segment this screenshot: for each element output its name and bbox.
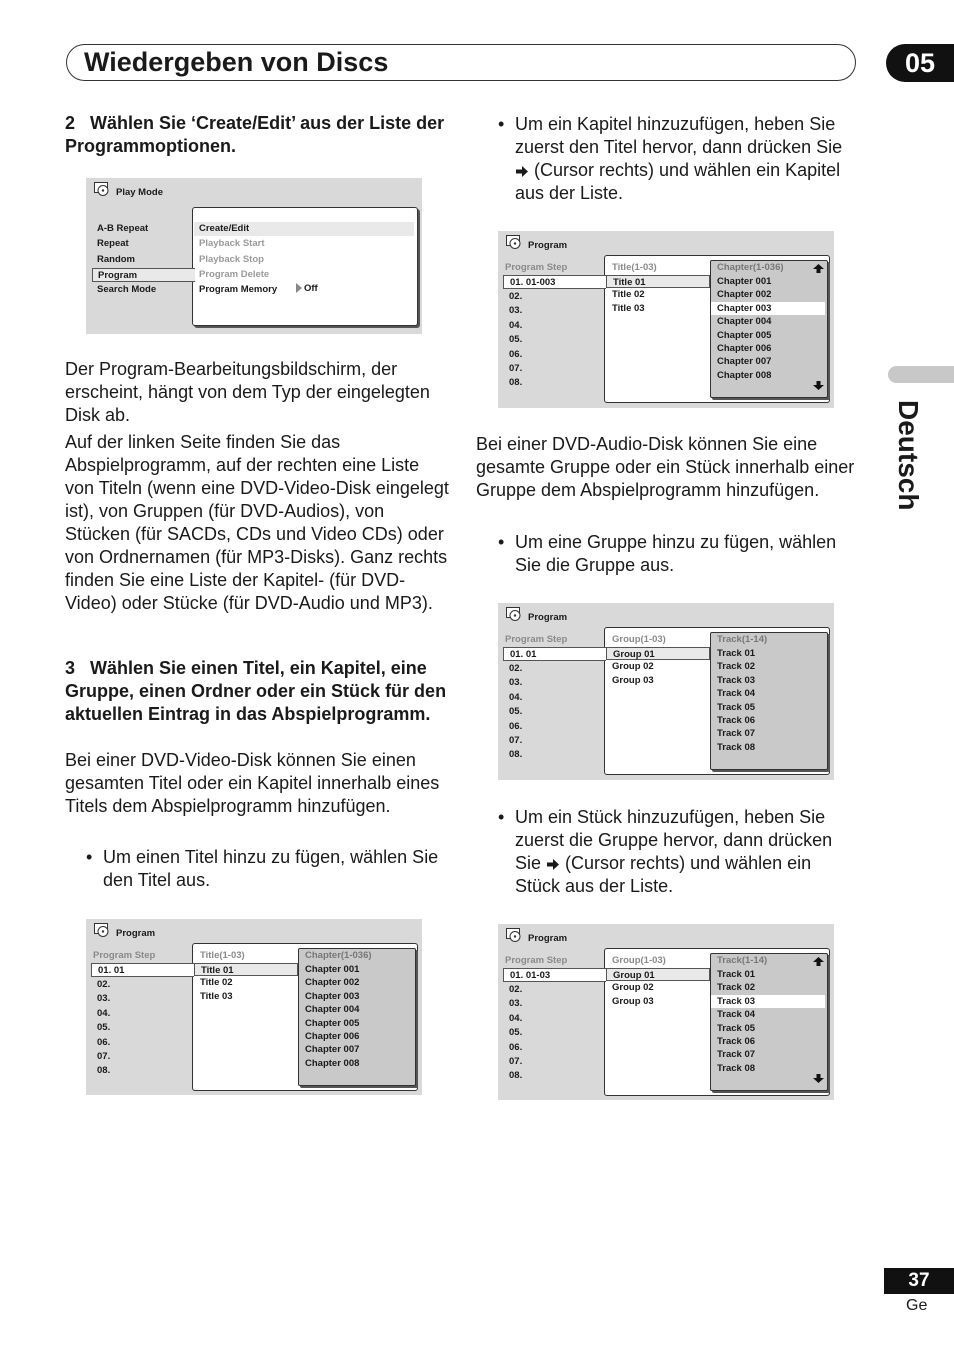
step-row: 07. xyxy=(509,735,523,746)
step-row: 06. xyxy=(97,1036,111,1048)
program-screen-chapters xyxy=(498,231,834,408)
right-row: Track 04 xyxy=(717,1009,756,1021)
right-row: Chapter 007 xyxy=(717,356,772,368)
arrow-right-icon xyxy=(515,165,529,178)
right-row: Track 08 xyxy=(717,741,756,753)
right-row: Track 08 xyxy=(717,1062,756,1074)
right-row: Track 02 xyxy=(717,982,756,994)
middle-row: Title 03 xyxy=(200,990,233,1002)
step-row: 08. xyxy=(509,377,523,389)
right-row: Track 04 xyxy=(717,688,756,700)
right-row: Track 07 xyxy=(717,1049,756,1061)
bullet-2 xyxy=(498,113,860,205)
disc-icon xyxy=(506,235,522,249)
step-row: 02. xyxy=(509,291,523,302)
middle-row: Group 03 xyxy=(612,674,654,686)
step-row: 06. xyxy=(509,348,523,360)
paragraph-2: Auf der linken Seite finden Sie das Abspielprogramm, auf der rechten eine Liste von Titeln (wenn eine DVD-Video-Disk eingelegt ist), von Gruppen (für DVD-Audios), von Stücken (für SACDs, CDs und Video CDs) oder von Ordnernamen (für MP3-Disks). Ganz rechts finden Sie eine Liste der Kapitel- (für DVD-Video) oder Stücke (für DVD-Audio und MP3). xyxy=(65,432,449,613)
middle-row: Title 02 xyxy=(200,977,233,989)
screen-title: Program xyxy=(528,933,568,944)
bullet-2-text-cont: (Cursor rechts) und wählen ein Kapitel aus der Liste. xyxy=(515,160,841,203)
step-row: 02. xyxy=(509,663,523,674)
step-row: 03. xyxy=(509,998,523,1010)
right-row: Chapter 005 xyxy=(717,329,772,341)
step-row: 03. xyxy=(509,305,523,317)
step-row: 05. xyxy=(509,1027,523,1039)
right-row: Chapter 008 xyxy=(305,1057,360,1069)
bullet-3-text: Um eine Gruppe hinzu zu fügen, wählen Sie die Gruppe aus. xyxy=(515,532,837,575)
middle-row: Group 02 xyxy=(612,982,654,994)
step-row: 07. xyxy=(97,1051,111,1062)
page-number: 37 xyxy=(884,1268,954,1294)
bullet-dot: • xyxy=(498,114,505,134)
right-row: Track 02 xyxy=(717,661,756,673)
step-row: 06. xyxy=(509,720,523,732)
middle-row: Title 01 xyxy=(606,275,710,288)
right-row: Chapter 002 xyxy=(305,977,360,989)
right-row: Chapter 001 xyxy=(305,964,360,975)
program-memory-value: Off xyxy=(304,283,318,294)
screen-title: Program xyxy=(528,240,568,251)
right-row: Track 03 xyxy=(717,674,756,686)
page-title: Wiedergeben von Discs xyxy=(84,47,389,77)
menu-item: Program xyxy=(92,268,195,282)
option-item: Program Delete xyxy=(199,268,270,280)
right-row: Track 01 xyxy=(717,969,756,980)
page-language-code: Ge xyxy=(906,1297,928,1314)
step-row: 04. xyxy=(509,1012,523,1024)
bullet-dot: • xyxy=(86,847,93,867)
menu-item: Search Mode xyxy=(97,284,157,296)
step-row: 07. xyxy=(509,363,523,374)
right-row: Chapter 006 xyxy=(305,1031,360,1042)
option-item: Playback Stop xyxy=(199,253,264,265)
disc-icon xyxy=(94,923,110,937)
step-3-heading: 3 Wählen Sie einen Titel, ein Kapitel, eine Gruppe, einen Ordner oder ein Stück für den aktuellen Eintrag in das Abspielprogramm. xyxy=(65,658,447,724)
step-row-1: 01. 01 xyxy=(91,963,194,977)
step-row: 03. xyxy=(509,677,523,689)
menu-item: Repeat xyxy=(97,238,129,250)
bullet-dot: • xyxy=(498,807,505,827)
right-row: Chapter 007 xyxy=(305,1044,360,1056)
bullet-dot: • xyxy=(498,532,505,552)
right-row: Track 06 xyxy=(717,1036,756,1047)
middle-row: Group 01 xyxy=(606,968,710,981)
step-row: 04. xyxy=(509,691,523,703)
program-screen-groups xyxy=(498,603,834,780)
right-row: Chapter 002 xyxy=(717,289,772,301)
chapter-number: 05 xyxy=(886,44,954,82)
right-row: Track 03 xyxy=(711,995,825,1008)
step-row: 02. xyxy=(97,979,111,990)
paragraph-1: Der Program-Bearbeitungsbildschirm, der erscheint, hängt von dem Typ der eingelegten Disk ab. xyxy=(65,359,430,425)
step-2-heading: 2 Wählen Sie ‘Create/Edit’ aus der Liste der Programmoptionen. xyxy=(65,113,445,156)
right-row: Track 05 xyxy=(717,1022,756,1034)
right-row: Chapter 008 xyxy=(717,369,772,381)
language-tab xyxy=(888,366,954,383)
middle-header: Group(1-03) xyxy=(612,634,666,645)
option-item: Playback Start xyxy=(199,238,265,250)
bullet-4-text-cont: (Cursor rechts) und wählen ein Stück aus der Liste. xyxy=(515,853,812,896)
language-label: Deutsch xyxy=(893,400,924,511)
screen-title: Program xyxy=(528,612,568,623)
step-row-1: 01. 01 xyxy=(503,647,606,661)
step-row: 02. xyxy=(509,984,523,995)
right-row: Chapter 003 xyxy=(711,302,825,315)
middle-row: Title 02 xyxy=(612,289,645,301)
bullet-4-text: Um ein Stück hinzuzufügen, heben Sie zuerst die Gruppe hervor, dann drücken Sie xyxy=(515,807,833,873)
option-item: Program Memory xyxy=(199,284,278,296)
step-row: 08. xyxy=(509,749,523,761)
middle-header: Title(1-03) xyxy=(200,950,245,961)
right-row: Chapter 004 xyxy=(305,1004,360,1016)
language-label-wrap xyxy=(872,400,952,511)
middle-row: Group 03 xyxy=(612,995,654,1007)
step-row: 05. xyxy=(97,1022,111,1034)
middle-row: Group 01 xyxy=(606,647,710,660)
step-row: 06. xyxy=(509,1041,523,1053)
disc-icon xyxy=(506,607,522,621)
screen-title: Play Mode xyxy=(116,187,163,198)
step-row: 08. xyxy=(97,1065,111,1077)
step-row: 04. xyxy=(509,319,523,331)
program-screen-tracks xyxy=(498,924,834,1100)
arrow-down-icon xyxy=(813,381,824,390)
screen-title: Program xyxy=(116,928,156,939)
bullet-4 xyxy=(498,806,860,898)
middle-row: Title 03 xyxy=(612,302,645,314)
program-screen-titles xyxy=(86,919,422,1095)
right-row: Chapter 001 xyxy=(717,276,772,287)
right-header: Chapter(1-036) xyxy=(717,262,784,273)
step-header: Program Step xyxy=(93,950,156,961)
play-mode-screen xyxy=(86,178,422,334)
disc-icon xyxy=(506,928,522,942)
bullet-1-text: Um einen Titel hinzu zu fügen, wählen Sie den Titel aus. xyxy=(103,847,439,890)
arrow-up-icon xyxy=(813,957,824,966)
bullet-1 xyxy=(86,846,448,892)
middle-header: Title(1-03) xyxy=(612,262,657,273)
step-header: Program Step xyxy=(505,955,568,966)
step-row: 05. xyxy=(509,334,523,346)
arrow-up-icon xyxy=(813,264,824,273)
menu-item: A-B Repeat xyxy=(97,223,149,234)
step-row: 03. xyxy=(97,993,111,1005)
right-header: Track(1-14) xyxy=(717,634,768,645)
right-row: Chapter 003 xyxy=(305,990,360,1002)
middle-header: Group(1-03) xyxy=(612,955,666,966)
option-item: Create/Edit xyxy=(194,222,414,236)
step-row: 05. xyxy=(509,706,523,718)
arrow-down-icon xyxy=(813,1074,824,1083)
bullet-3 xyxy=(498,531,860,577)
right-row: Track 07 xyxy=(717,728,756,740)
right-row: Track 01 xyxy=(717,648,756,659)
arrow-right-icon xyxy=(546,858,560,871)
paragraph-4: Bei einer DVD-Audio-Disk können Sie eine gesamte Gruppe oder ein Stück innerhalb einer Gruppe dem Abspielprogramm hinzufügen. xyxy=(476,434,855,500)
step-header: Program Step xyxy=(505,262,568,273)
right-row: Chapter 004 xyxy=(717,316,772,328)
middle-row: Group 02 xyxy=(612,661,654,673)
menu-item: Random xyxy=(97,253,135,265)
right-header: Chapter(1-036) xyxy=(305,950,372,961)
disc-icon xyxy=(94,182,110,196)
step-header: Program Step xyxy=(505,634,568,645)
step-row: 08. xyxy=(509,1070,523,1082)
step-row: 04. xyxy=(97,1007,111,1019)
right-header: Track(1-14) xyxy=(717,955,768,966)
step-row-1: 01. 01-03 xyxy=(503,968,606,982)
middle-row: Title 01 xyxy=(194,963,298,976)
right-row: Track 05 xyxy=(717,701,756,713)
step-row-1: 01. 01-003 xyxy=(503,275,606,289)
right-row: Chapter 005 xyxy=(305,1017,360,1029)
right-row: Track 06 xyxy=(717,715,756,726)
right-row: Chapter 006 xyxy=(717,343,772,354)
bullet-2-text: Um ein Kapitel hinzuzufügen, heben Sie zuerst den Titel hervor, dann drücken Sie xyxy=(515,114,843,157)
paragraph-3: Bei einer DVD-Video-Disk können Sie einen gesamten Titel oder ein Kapitel innerhalb eines Titels dem Abspielprogramm hinzufügen. xyxy=(65,750,440,816)
step-row: 07. xyxy=(509,1056,523,1067)
